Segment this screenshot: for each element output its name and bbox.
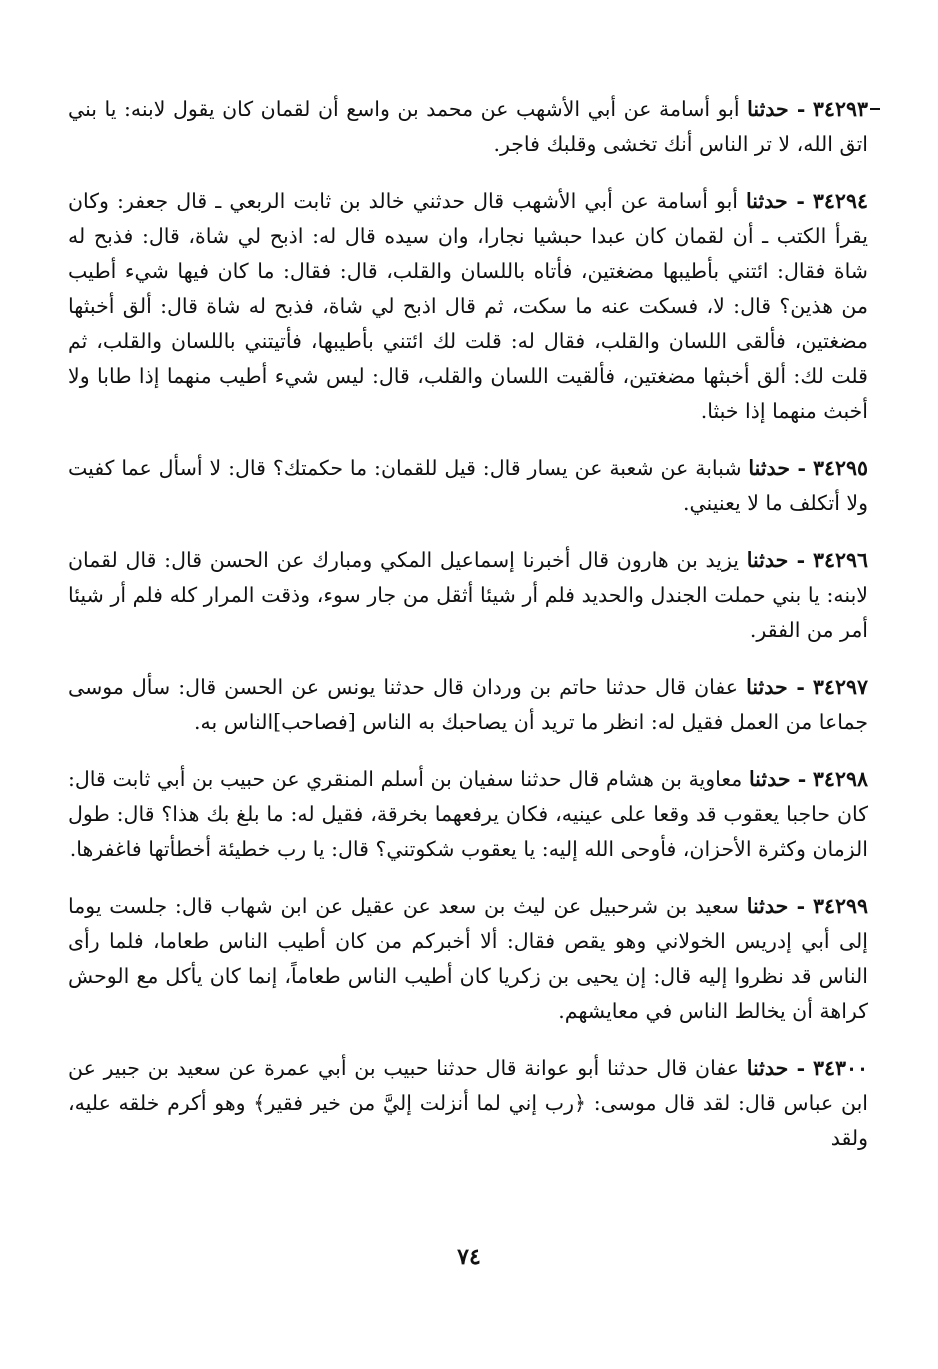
hadith-number: ٣٤٢٩٨ [812, 767, 868, 791]
hadith-text: شبابة عن شعبة عن يسار قال: قيل للقمان: ما حكمتك؟ قال: لا أسأل عما كفيت ولا أتكلف ما لا يعنيني. [68, 456, 868, 515]
hadith-text: عفان قال حدثنا حاتم بن وردان قال حدثنا يونس عن الحسن قال: سأل موسى جماعا من العمل فقيل له: انظر ما تريد أن يصاحبك به الناس [فصاحب]الناس به. [68, 675, 868, 734]
hadith-lead: - حدثنا [746, 894, 806, 918]
hadith-paragraph [68, 670, 868, 740]
hadith-text: معاوية بن هشام قال حدثنا سفيان بن أسلم المنقري عن حبيب بن أبي ثابت قال: كان حاجبا يعقوب قد وقعا على عينيه، فكان يرفعهما بخرقة، فقيل له: ما بلغ بك هذا؟ قال: طول الزمان وكثرة الأحزان، فأوحى الله إليه: يا يعقوب شكوتني؟ قال: يا رب خطيئة أخطأتها فاغفرها. [68, 767, 868, 861]
hadith-lead: - حدثنا [748, 767, 807, 791]
hadith-paragraph [68, 92, 868, 162]
margin-mark [870, 108, 880, 110]
hadith-lead: - حدثنا [746, 1056, 806, 1080]
hadith-paragraph [68, 543, 868, 648]
hadith-paragraph [68, 451, 868, 521]
hadith-text: أبو أسامة عن أبي الأشهب عن محمد بن واسع أن لقمان كان يقول لابنه: يا بني اتق الله، لا تر الناس أنك تخشى وقلبك فاجر. [68, 97, 868, 156]
hadith-text: عفان قال حدثنا أبو عوانة قال حدثنا حبيب بن أبي عمرة عن سعيد بن جبير عن ابن عباس قال: لقد قال موسى: ﴿رب إني لما أنزلت إليَّ من خير فقير﴾ وهو أكرم خلقه عليه، ولقد [68, 1056, 868, 1150]
hadith-lead: - حدثنا [748, 456, 807, 480]
hadith-number: ٣٤٢٩٣ [812, 97, 868, 121]
hadith-number: ٣٤٢٩٤ [812, 189, 868, 213]
hadith-entry [68, 889, 868, 1029]
hadith-paragraph [68, 184, 868, 429]
hadith-entry [68, 1051, 868, 1156]
hadith-number: ٣٤٢٩٥ [812, 456, 868, 480]
hadith-paragraph [68, 889, 868, 1029]
hadith-text: يزيد بن هارون قال أخبرنا إسماعيل المكي ومبارك عن الحسن قال: قال لقمان لابنه: يا بني حملت الجندل والحديد فلم أر شيئا أثقل من جار سوء، وذقت المرار كله فلم أر شيئا أمر من الفقر. [68, 548, 868, 642]
hadith-entry [68, 762, 868, 867]
hadith-lead: - حدثنا [747, 97, 806, 121]
hadith-lead: - حدثنا [746, 675, 805, 699]
hadith-entry [68, 92, 868, 162]
hadith-paragraph [68, 762, 868, 867]
hadith-number: ٣٤٣٠٠ [812, 1056, 868, 1080]
hadith-text: سعيد بن شرحبيل عن ليث بن سعد عن عقيل عن ابن شهاب قال: جلست يوما إلى أبي إدريس الخولاني وهو يقص فقال: ألا أخبركم من كان أطيب الناس طعاما، فلما رأى الناس قد نظروا إليه قال: إن يحيى بن زكريا كان أطيب الناس طعاماً، إنما كان يأكل مع الوحش كراهة أن يخالط الناس في معايشهم. [68, 894, 868, 1023]
hadith-entry [68, 451, 868, 521]
hadith-number: ٣٤٢٩٧ [812, 675, 868, 699]
hadith-number: ٣٤٢٩٦ [812, 548, 868, 572]
hadith-lead: - حدثنا [746, 548, 806, 572]
hadith-lead: - حدثنا [746, 189, 805, 213]
hadith-paragraph [68, 1051, 868, 1156]
hadith-text: أبو أسامة عن أبي الأشهب قال حدثني خالد بن ثابت الربعي ـ قال جعفر: وكان يقرأ الكتب ـ أن لقمان كان عبدا حبشيا نجارا، وان سيده قال له: اذبح لي شاة، قال: فذبح له شاة فقال: ائتني بأطيبها مضغتين، فأتاه باللسان والقلب، قال: فقال: ما كان فيها شيء أطيب من هذين؟ قال: لا، فسكت عنه ما سكت، ثم قال اذبح لي شاة، فذبح له شاة قال: ألق أخبثها مضغتين، فألقى اللسان والقلب، فقال له: قلت لك ائتني بأطيبها، فأتيتني باللسان والقلب، ثم قلت لك: ألق أخبثها مضغتين، فألقيت اللسان والقلب، قال: ليس شيء أطيب منهما إذا طابا ولا أخبث منهما إذا خبثا. [68, 189, 868, 423]
hadith-entry [68, 184, 868, 429]
hadith-number: ٣٤٢٩٩ [812, 894, 868, 918]
hadith-entry [68, 670, 868, 740]
page-number: ٧٤ [457, 1244, 481, 1270]
hadith-entry [68, 543, 868, 648]
